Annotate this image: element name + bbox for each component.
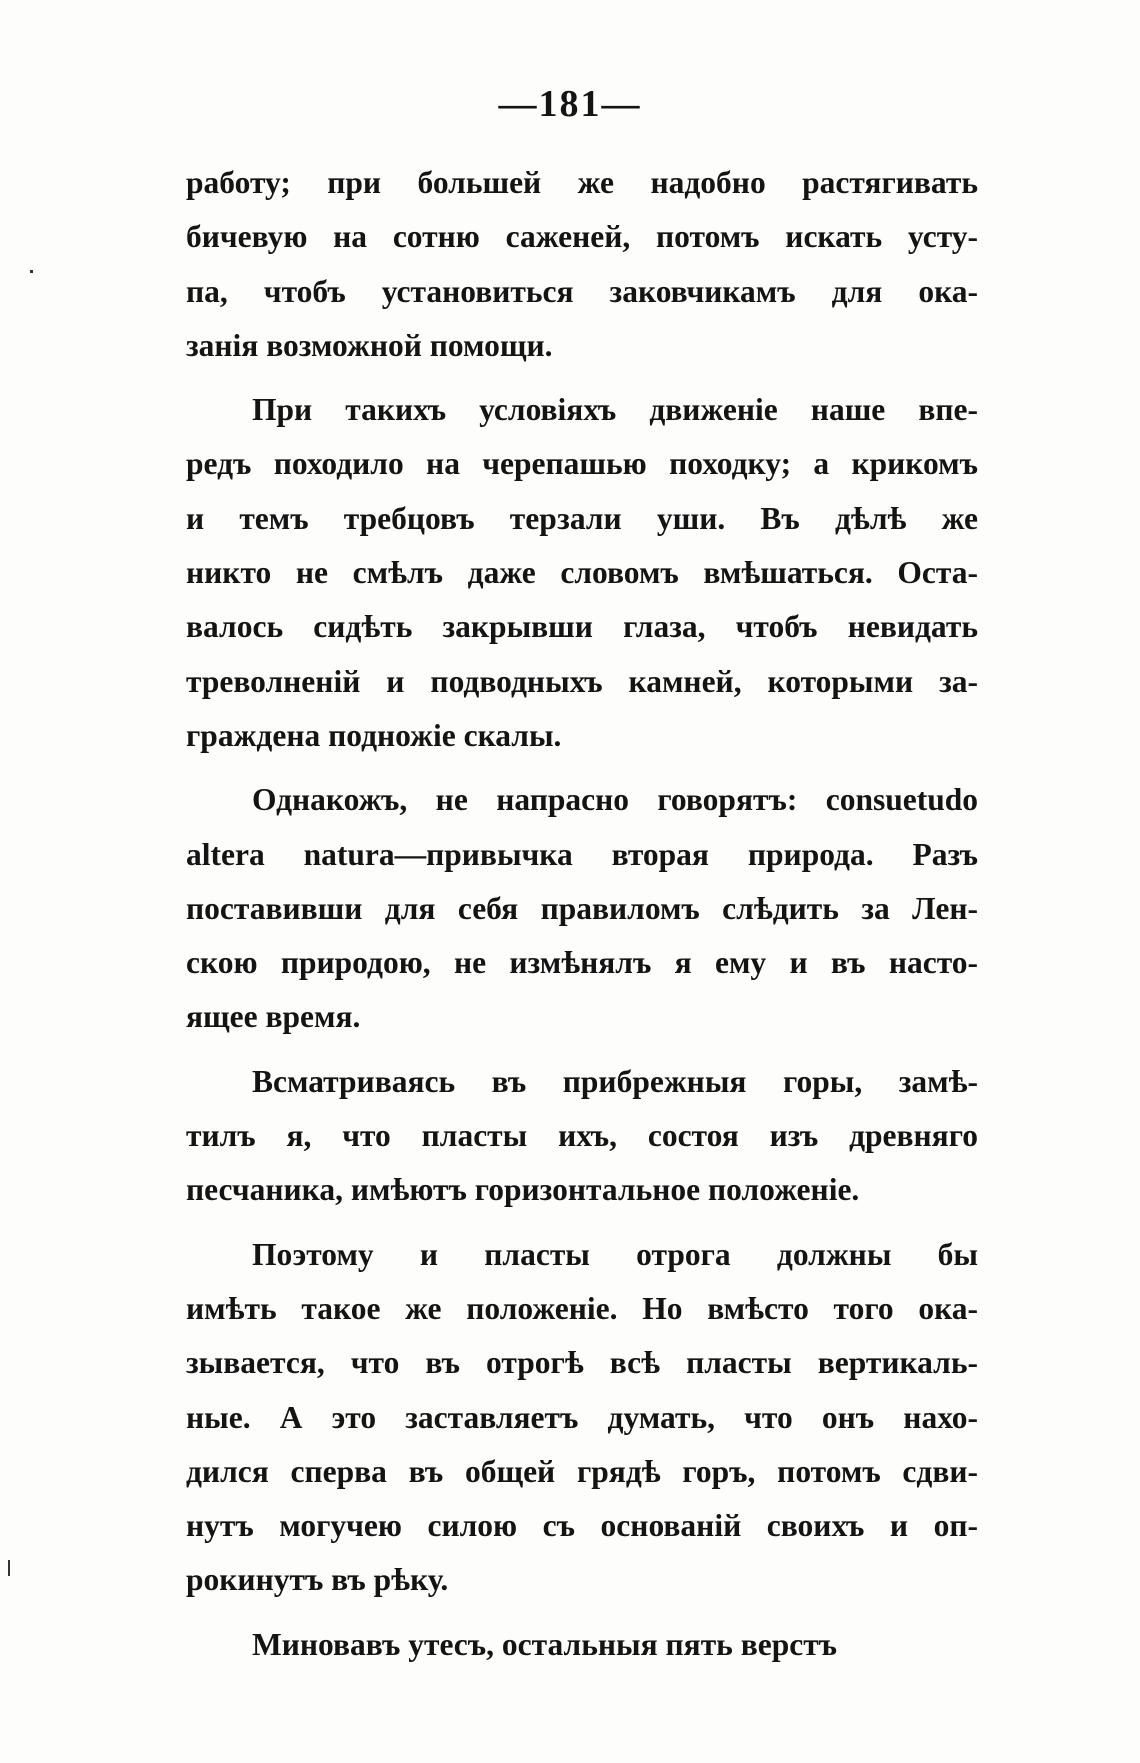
- body-text: [186, 156, 978, 1672]
- text-line: ные. А это заставляетъ думать, что онъ нахо-: [186, 1399, 978, 1435]
- text-line: работу; при большей же надобно растягивать: [186, 165, 978, 200]
- text-line: нутъ могучею силою съ основаній своихъ и оп-: [186, 1508, 978, 1544]
- text-line: Миновавъ утесъ, остальныя пять верстъ: [252, 1626, 838, 1662]
- text-line: дился сперва въ общей грядѣ горъ, потомъ сдви-: [186, 1453, 978, 1489]
- margin-speck: [30, 270, 33, 273]
- text-line: граждена подножіе скалы.: [186, 717, 562, 753]
- text-line: поставивши для себя правиломъ слѣдить за Лен-: [186, 890, 978, 926]
- text-line: валось сидѣть закрывши глаза, чтобъ невидать: [186, 609, 978, 645]
- text-line: занія возможной помощи.: [186, 327, 553, 363]
- text-line: па, чтобъ установиться заковчикамъ для ока-: [186, 273, 978, 309]
- text-line: Всматриваясь въ прибрежныя горы, замѣ-: [252, 1063, 978, 1099]
- text-line: и темъ требцовъ терзали уши. Въ дѣлѣ же: [186, 500, 978, 536]
- text-line: песчаника, имѣютъ горизонтальное положеніе.: [186, 1172, 860, 1208]
- text-line: Однакожъ, не напрасно говорятъ: consuetudo: [252, 782, 978, 818]
- text-line: Поэтому и пласты отрога должны бы: [252, 1236, 978, 1272]
- text-line: ящее время.: [186, 999, 361, 1035]
- text-line: редъ походило на черепашью походку; а крикомъ: [186, 446, 978, 482]
- text-line: рокинутъ въ рѣку.: [186, 1562, 449, 1598]
- text-line: зывается, что въ отрогѣ всѣ пласты вертикаль-: [186, 1345, 978, 1381]
- page-number: —181—: [498, 83, 642, 125]
- text-line: скою природою, не измѣнялъ я ему и въ насто-: [186, 945, 978, 981]
- text-line: треволненій и подводныхъ камней, которыми за-: [186, 663, 978, 699]
- text-line: При такихъ условіяхъ движеніе наше впе-: [252, 392, 978, 428]
- text-line: тилъ я, что пласты ихъ, состоя изъ древняго: [186, 1118, 978, 1154]
- text-line: имѣть такое же положеніе. Но вмѣсто того ока-: [186, 1290, 978, 1326]
- margin-speck: [8, 1560, 10, 1576]
- text-line: altera natura—привычка вторая природа. Разъ: [186, 836, 978, 872]
- text-line: бичевую на сотню саженей, потомъ искать усту-: [186, 219, 978, 255]
- text-line: никто не смѣлъ даже словомъ вмѣшаться. Оста-: [186, 555, 978, 591]
